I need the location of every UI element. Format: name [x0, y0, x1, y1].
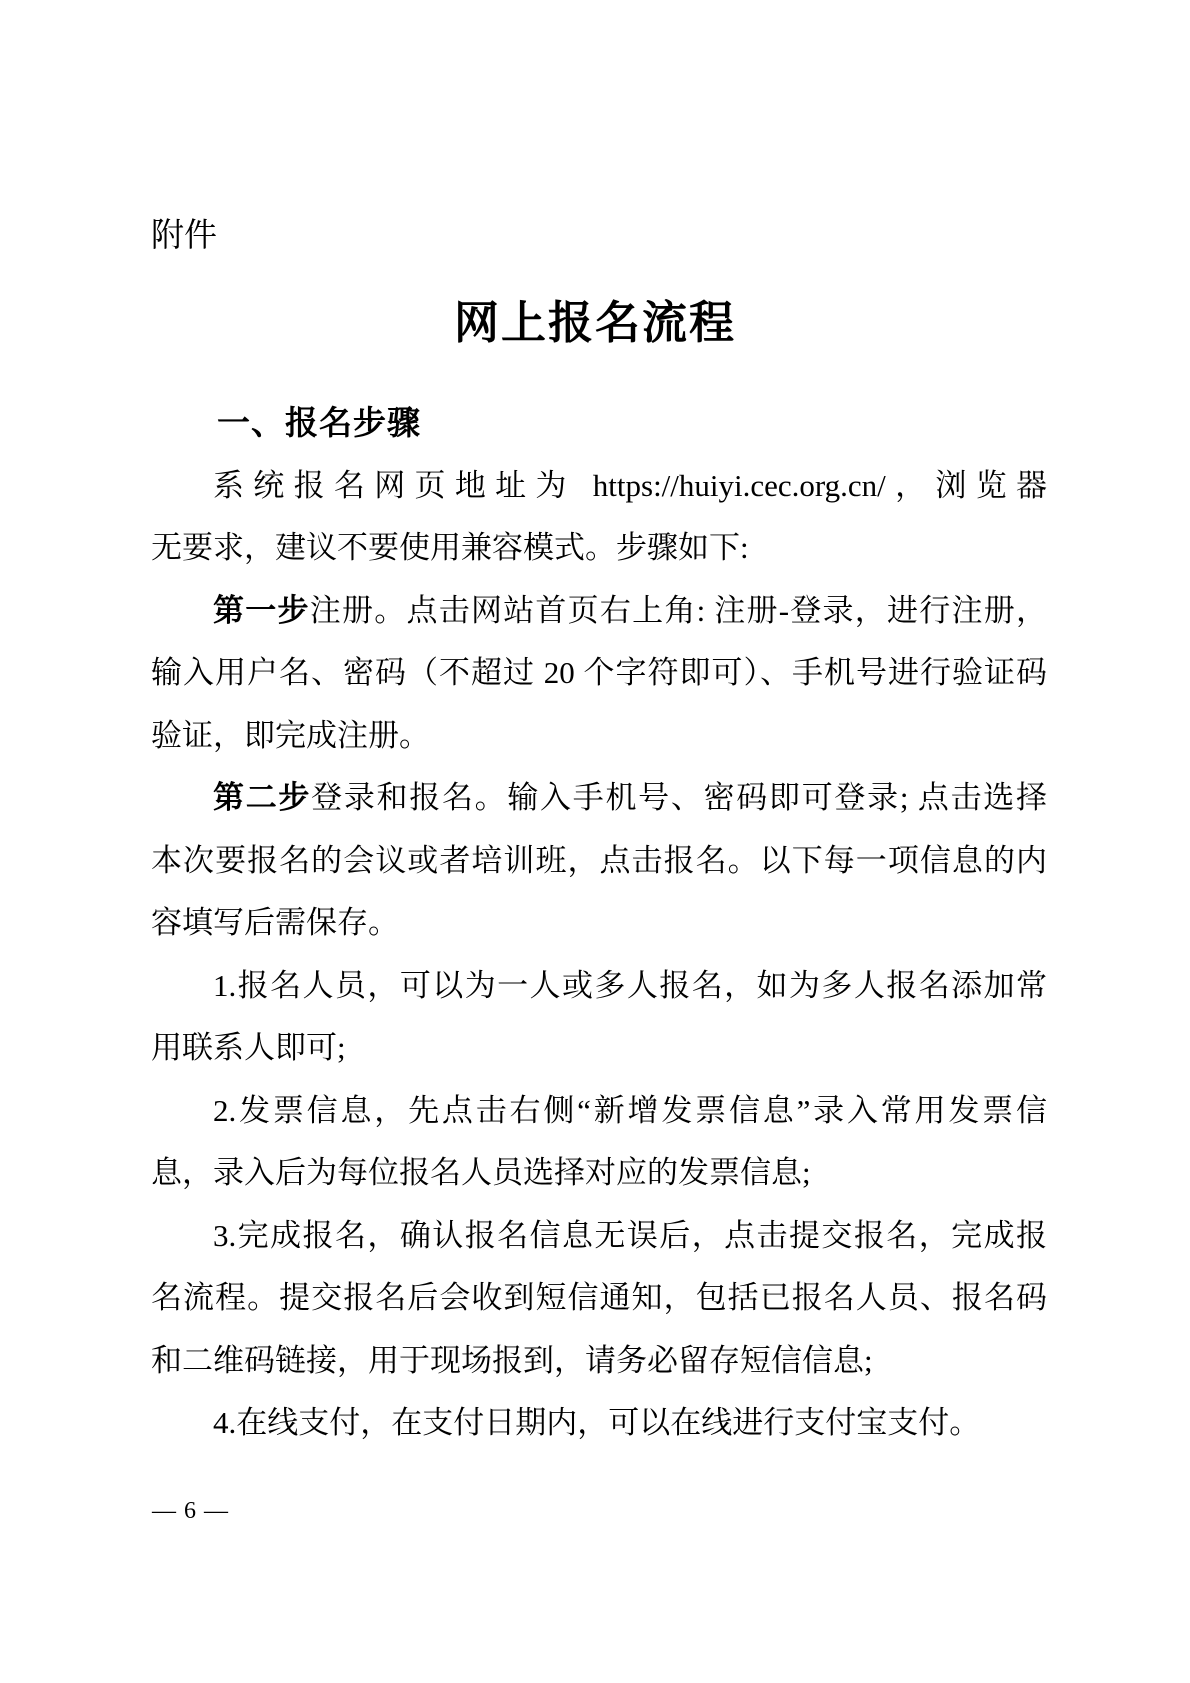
text-line: 3.完成报名，确认报名信息无误后，点击提交报名，完成报: [213, 1217, 1047, 1253]
text-line: 4.在线支付，在支付日期内，可以在线进行支付宝支付。: [213, 1405, 981, 1440]
paragraphs-container: [151, 455, 1047, 1455]
text-line: 第二步登录和报名。输入手机号、密码即可登录; 点击选择: [213, 780, 1047, 815]
bold-step-label: 第二步: [213, 780, 312, 815]
text-line: 息，录入后为每位报名人员选择对应的发票信息;: [151, 1155, 811, 1190]
text-line: 本次要报名的会议或者培训班，点击报名。以下每一项信息的内: [151, 842, 1047, 878]
text-line: 输入用户名、密码（不超过 20 个字符即可）、手机号进行验证码: [151, 655, 1047, 690]
page-number: — 6 —: [152, 1498, 229, 1524]
text-line: 容填写后需保存。: [151, 905, 399, 940]
text-line: 系统报名网页地址为 https://huiyi.cec.org.cn/，浏览器: [213, 467, 1047, 503]
section-heading: 一、报名步骤: [217, 404, 421, 441]
text-line: 第一步注册。点击网站首页右上角: 注册-登录，进行注册，: [213, 592, 1047, 628]
text-line: 和二维码链接，用于现场报到，请务必留存短信信息;: [151, 1342, 873, 1378]
text-line: 验证，即完成注册。: [151, 717, 430, 753]
text-line: 名流程。提交报名后会收到短信通知，包括已报名人员、报名码: [151, 1280, 1047, 1315]
text-line: 用联系人即可;: [151, 1030, 346, 1065]
document-title: 网上报名流程: [453, 298, 736, 348]
text-line: 2.发票信息，先点击右侧“新增发票信息”录入常用发票信: [213, 1092, 1047, 1128]
text-line: 无要求，建议不要使用兼容模式。步骤如下:: [151, 530, 749, 565]
attachment-label: 附件: [151, 216, 217, 253]
text-line: 1.报名人员，可以为一人或多人报名，如为多人报名添加常: [213, 967, 1047, 1003]
bold-step-label: 第一步: [213, 592, 310, 628]
document-body: [151, 392, 1047, 1455]
